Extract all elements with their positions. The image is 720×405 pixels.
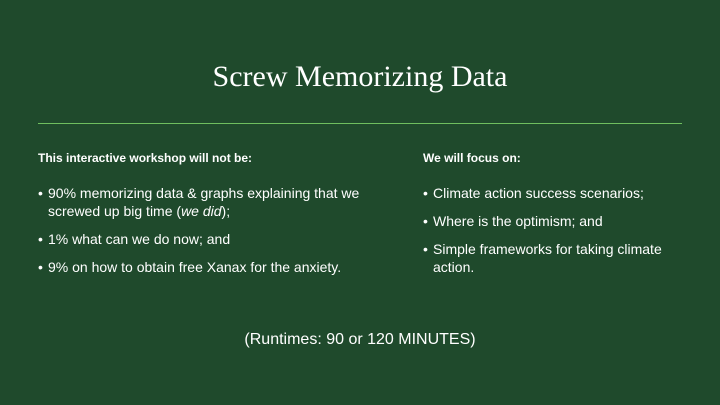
bullet-icon: • (38, 185, 43, 201)
slide-title: Screw Memorizing Data (212, 60, 508, 93)
bullet-icon: • (38, 259, 43, 275)
list-item-text: 9% on how to obtain free Xanax for the anxiety. (48, 259, 342, 275)
title-divider (38, 123, 682, 124)
runtime-footer: (Runtimes: 90 or 120 MINUTES) (244, 331, 476, 348)
emphasis-text: we did (181, 203, 222, 219)
bullet-icon: • (423, 185, 428, 201)
list-item-text: Where is the optimism; and (433, 213, 603, 229)
bullet-icon: • (423, 213, 428, 229)
list-item (38, 230, 398, 248)
list-item-text: 1% what can we do now; and (48, 231, 231, 247)
list-item-text: 90% memorizing data & graphs explaining that we screwed up big time (we did); (48, 185, 360, 219)
left-bullet-list (38, 184, 398, 276)
bullet-icon: • (38, 231, 43, 247)
left-column-heading: This interactive workshop will not be: (38, 151, 253, 165)
list-item-text: Climate action success scenarios; (433, 185, 644, 201)
list-item (423, 184, 703, 202)
list-item (38, 184, 398, 220)
list-item (423, 212, 703, 230)
right-bullet-list (423, 184, 703, 276)
list-item-text: Simple frameworks for taking climate action. (433, 241, 662, 275)
list-item (423, 240, 703, 276)
left-column (38, 150, 398, 286)
bullet-icon: • (423, 241, 428, 257)
right-column-heading: We will focus on: (423, 151, 521, 165)
list-item (38, 258, 398, 276)
right-column (423, 150, 703, 286)
